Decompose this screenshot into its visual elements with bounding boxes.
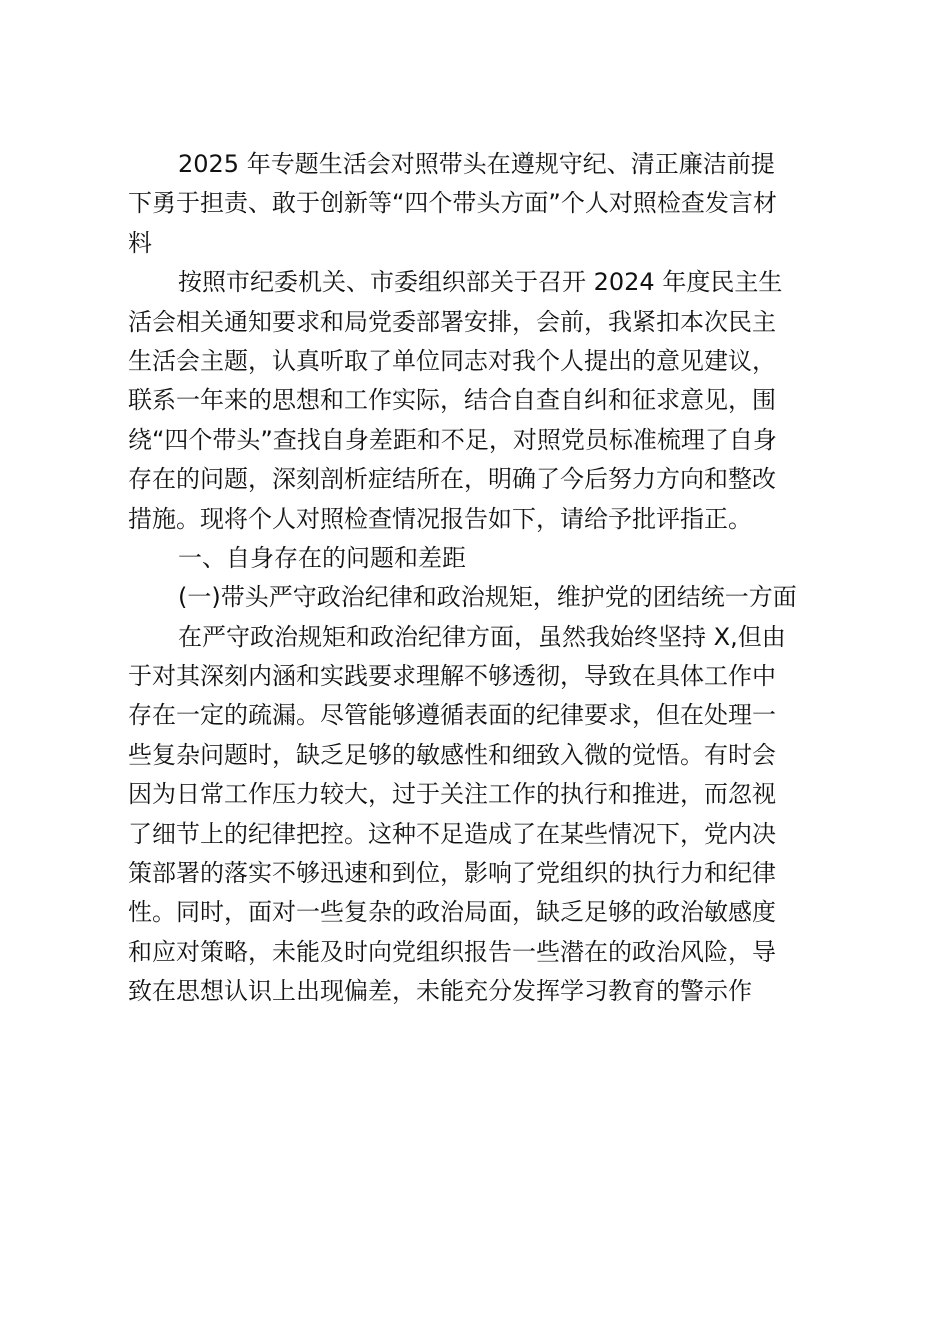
paragraph-line: 存在的问题，深刻剖析症结所在，明确了今后努力方向和整改 [128, 465, 776, 494]
paragraph-line: 了细节上的纪律把控。这种不足造成了在某些情况下，党内决 [128, 819, 776, 848]
paragraph-line: 存在一定的疏漏。尽管能够遵循表面的纪律要求，但在处理一 [128, 701, 776, 730]
paragraph-line: 按照市纪委机关、市委组织部关于召开 2024 年度民主生 [178, 268, 783, 297]
paragraph-line: 于对其深刻内涵和实践要求理解不够透彻，导致在具体工作中 [128, 662, 776, 691]
document-title [128, 145, 828, 263]
paragraph-line: 在严守政治规矩和政治纪律方面，虽然我始终坚持 X,但由 [178, 622, 786, 651]
paragraph-line: 联系一年来的思想和工作实际，结合自查自纠和征求意见，围 [128, 386, 776, 415]
title-line: 料 [128, 228, 152, 257]
document-body [128, 145, 828, 1012]
intro-paragraph [128, 263, 828, 539]
paragraph-line: 活会相关通知要求和局党委部署安排，会前，我紧扣本次民主 [128, 307, 776, 336]
paragraph-line: 措施。现将个人对照检查情况报告如下，请给予批评指正。 [128, 504, 752, 533]
paragraph-line: 策部署的落实不够迅速和到位，影响了党组织的执行力和纪律 [128, 859, 776, 888]
subsection-heading: (一)带头严守政治纪律和政治规矩，维护党的团结统一方面 [178, 583, 797, 612]
paragraph-line: 绕“四个带头”查找自身差距和不足，对照党员标准梳理了自身 [128, 425, 777, 454]
paragraph-line: 些复杂问题时，缺乏足够的敏感性和细致入微的觉悟。有时会 [128, 740, 776, 769]
title-line: 下勇于担责、敢于创新等“四个带头方面”个人对照检查发言材 [128, 189, 777, 218]
section-heading: 一、自身存在的问题和差距 [178, 543, 466, 572]
paragraph-line: 生活会主题，认真听取了单位同志对我个人提出的意见建议， [128, 346, 776, 375]
paragraph-line: 致在思想认识上出现偏差，未能充分发挥学习教育的警示作 [128, 977, 752, 1006]
title-line: 2025 年专题生活会对照带头在遵规守纪、清正廉洁前提 [178, 150, 775, 178]
paragraph-line: 性。同时，面对一些复杂的政治局面，缺乏足够的政治敏感度 [128, 898, 776, 927]
body-paragraph [128, 618, 828, 1012]
paragraph-line: 因为日常工作压力较大，过于关注工作的执行和推进，而忽视 [128, 780, 776, 809]
paragraph-line: 和应对策略，未能及时向党组织报告一些潜在的政治风险，导 [128, 937, 776, 966]
